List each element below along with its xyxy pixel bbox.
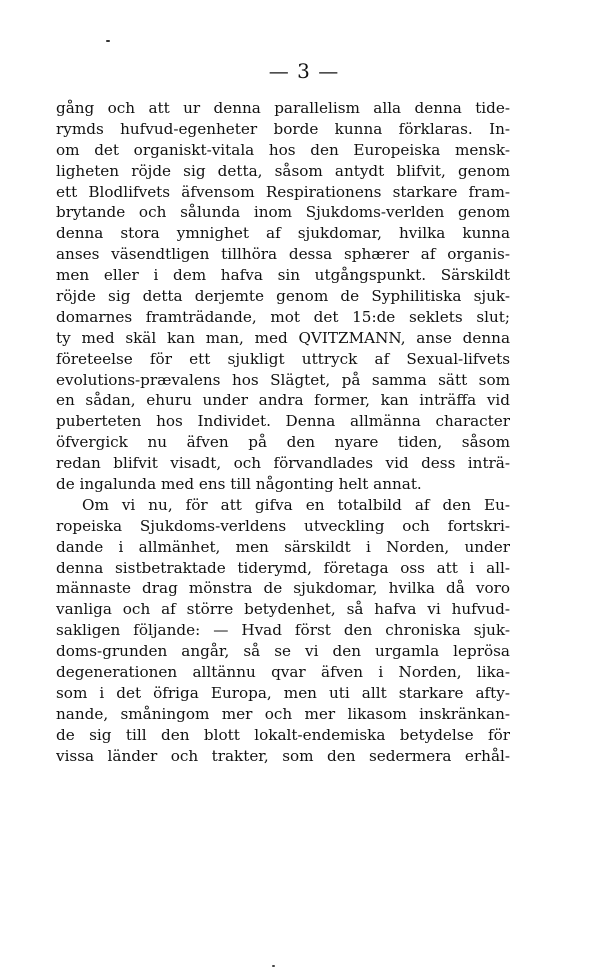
text-line-28: degenerationen alltännu qvar äfven i Norden, lika-	[56, 663, 510, 682]
text-line-3: om det organiskt-vitala hos den Europeiska mensk-	[56, 140, 510, 159]
text-line-7: denna stora ymnighet af sjukdomar, hvilka kunna	[56, 224, 510, 243]
text-line-15: en sådan, ehuru under andra former, kan inträffa vid	[56, 391, 510, 410]
text-line-32: vissa länder och trakter, som den sedermera erhål-	[56, 746, 510, 765]
text-line-4: ligheten röjde sig detta, såsom antydt blifvit, genom	[56, 161, 510, 180]
text-line-14: evolutions-prævalens hos Slägtet, på samma sätt som	[56, 370, 510, 389]
ink-speck-top	[106, 40, 110, 42]
text-line-1: gång och att ur denna parallelism alla denna tide-	[56, 99, 510, 117]
ink-speck-bottom	[272, 965, 275, 967]
text-line-8: anses väsendtligen tillhöra dessa sphærer af organis-	[56, 245, 510, 264]
text-line-20: Om vi nu, för att gifva en totalbild af den Eu-	[82, 495, 510, 514]
text-line-24: männaste drag mönstra de sjukdomar, hvilka då voro	[56, 579, 510, 598]
text-line-23: denna sistbetraktade tiderymd, företaga oss att i all-	[56, 558, 510, 577]
text-line-11: domarnes framträdande, mot det 15:de seklets slut;	[56, 307, 510, 326]
text-line-13: företeelse för ett sjukligt uttryck af Sexual-lifvets	[56, 349, 510, 368]
text-line-5: ett Blodlifvets äfvensom Respirationens starkare fram-	[56, 182, 510, 201]
text-line-31: de sig till den blott lokalt-endemiska betydelse för	[56, 725, 510, 744]
text-line-27: doms-grunden angår, så se vi den urgamla leprösa	[56, 642, 510, 661]
text-line-22: dande i allmänhet, men särskildt i Norden, under	[56, 537, 510, 556]
text-line-10: röjde sig detta derjemte genom de Syphilitiska sjuk-	[56, 287, 510, 306]
text-line-21: ropeiska Sjukdoms-verldens utveckling och fortskri-	[56, 516, 510, 535]
text-line-29: som i det öfriga Europa, men uti allt starkare afty-	[56, 683, 510, 702]
text-line-30: nande, småningom mer och mer likasom inskränkan-	[56, 704, 510, 723]
text-line-16: puberteten hos Individet. Denna allmänna character	[56, 412, 510, 431]
text-line-26: sakligen följande: — Hvad först den chroniska sjuk-	[56, 621, 510, 640]
text-line-12: ty med skäl kan man, med QVITZMANN, anse denna	[56, 328, 510, 347]
text-line-25: vanliga och af större betydenhet, så hafva vi hufvud-	[56, 600, 510, 619]
text-line-17: öfvergick nu äfven på den nyare tiden, såsom	[56, 433, 510, 452]
text-line-19: de ingalunda med ens till någonting helt annat.	[56, 475, 422, 494]
text-line-9: men eller i dem hafva sin utgångspunkt. Särskildt	[56, 266, 510, 285]
text-line-6: brytande och sålunda inom Sjukdoms-verlden genom	[56, 203, 510, 222]
page-number: — 3 —	[268, 59, 340, 83]
body-text	[56, 98, 510, 767]
text-line-2: rymds hufvud-egenheter borde kunna förklaras. In-	[56, 119, 510, 138]
text-line-18: redan blifvit visadt, och förvandlades vid dess inträ-	[56, 454, 510, 473]
